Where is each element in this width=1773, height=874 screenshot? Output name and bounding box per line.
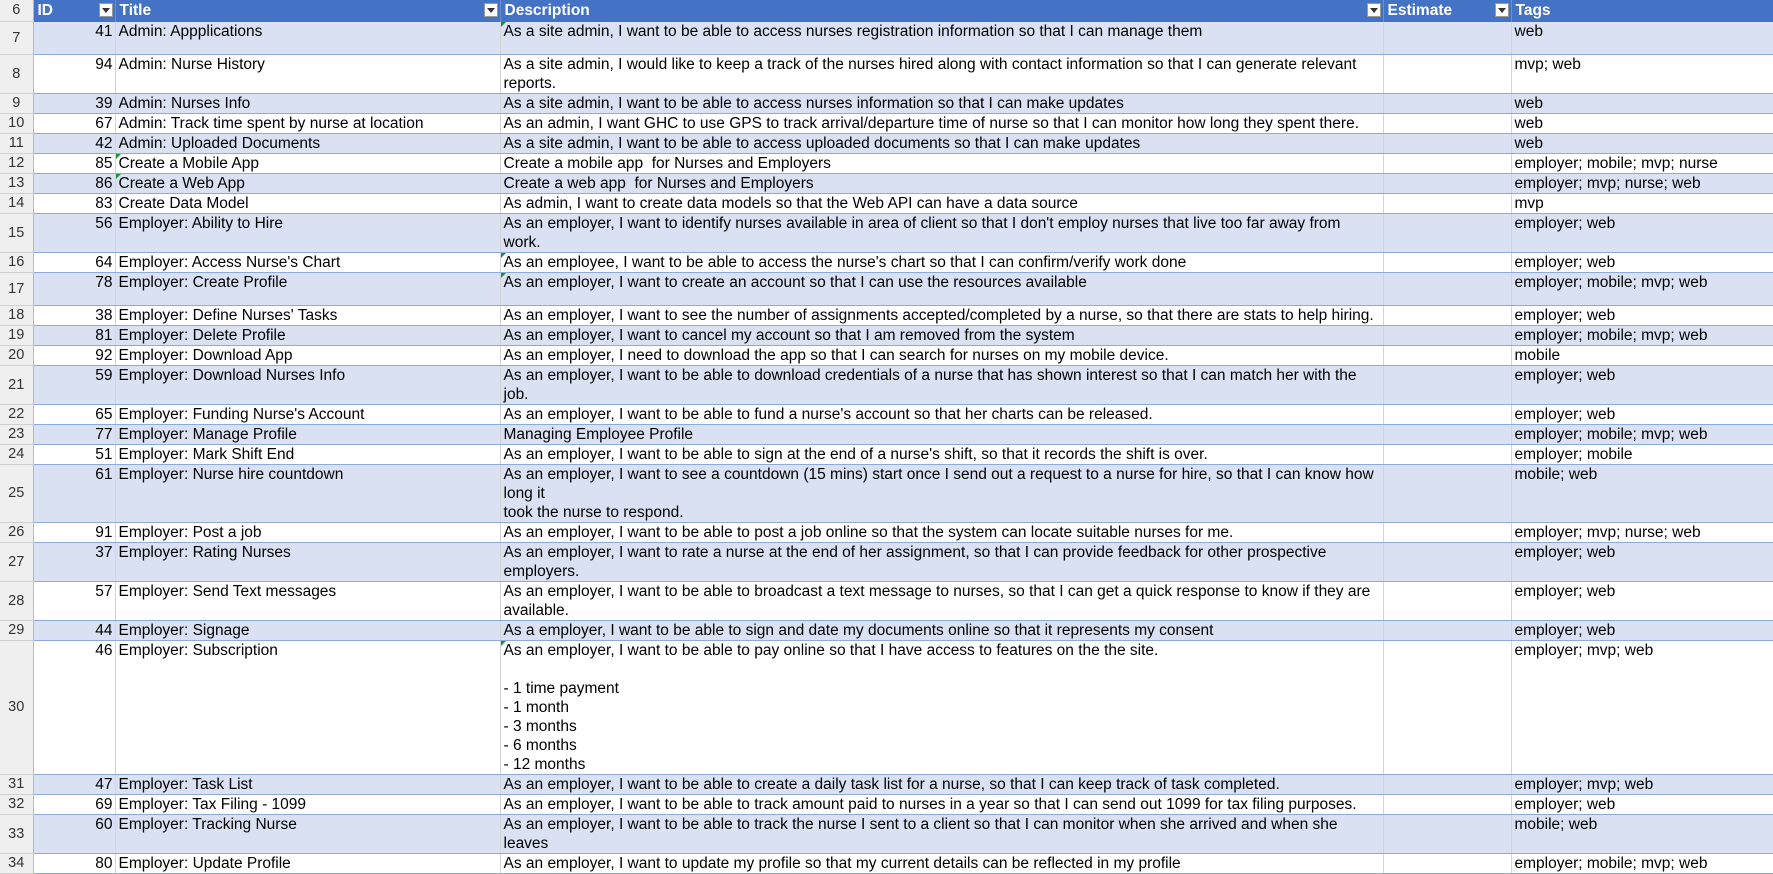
cell-tags[interactable]: mobile	[1511, 346, 1773, 366]
cell-title[interactable]: Employer: Nurse hire countdown	[115, 465, 500, 523]
cell-id[interactable]: 60	[33, 815, 115, 854]
header-row	[0, 0, 1773, 22]
cell-estimate[interactable]	[1383, 621, 1511, 641]
cell-estimate[interactable]	[1383, 405, 1511, 425]
cell-title[interactable]: Employer: Download App	[115, 346, 500, 366]
cell-description[interactable]: As an employer, I want to create an account so that I can use the resources available	[500, 273, 1383, 306]
table-row	[0, 154, 1773, 174]
cell-estimate[interactable]	[1383, 134, 1511, 154]
cell-id[interactable]: 91	[33, 523, 115, 543]
table-row	[0, 55, 1773, 94]
cell-title[interactable]: Admin: Track time spent by nurse at location	[115, 114, 500, 134]
cell-tags[interactable]: employer; web	[1511, 795, 1773, 815]
cell-tags[interactable]: employer; web	[1511, 366, 1773, 405]
cell-tags[interactable]: web	[1511, 22, 1773, 55]
table-row	[0, 795, 1773, 815]
cell-tags[interactable]: employer; mvp; web	[1511, 641, 1773, 775]
cell-tags[interactable]: employer; mobile	[1511, 445, 1773, 465]
table-row	[0, 22, 1773, 55]
cell-tags[interactable]: employer; web	[1511, 214, 1773, 253]
table-row	[0, 253, 1773, 273]
row-header[interactable]: 33	[0, 815, 33, 854]
row-header[interactable]: 29	[0, 621, 33, 641]
cell-estimate[interactable]	[1383, 94, 1511, 114]
cell-title[interactable]: Employer: Update Profile	[115, 854, 500, 874]
row-header[interactable]: 34	[0, 854, 33, 874]
cell-id[interactable]: 77	[33, 425, 115, 445]
filter-dropdown-icon[interactable]	[1367, 3, 1381, 17]
cell-estimate[interactable]	[1383, 815, 1511, 854]
cell-tags[interactable]: mvp; web	[1511, 55, 1773, 94]
cell-tags[interactable]: employer; mobile; mvp; nurse	[1511, 154, 1773, 174]
cell-description[interactable]: As an employer, I want to be able to sign at the end of a nurse's shift, so that it records the shift is over.	[500, 445, 1383, 465]
cell-estimate[interactable]	[1383, 114, 1511, 134]
cell-title[interactable]: Employer: Post a job	[115, 523, 500, 543]
row-header[interactable]: 24	[0, 445, 33, 465]
row-header[interactable]: 8	[0, 55, 33, 94]
cell-tags[interactable]: web	[1511, 94, 1773, 114]
cell-tags[interactable]: mobile; web	[1511, 465, 1773, 523]
cell-id[interactable]: 61	[33, 465, 115, 523]
column-header-id[interactable]	[33, 0, 115, 22]
cell-id[interactable]: 51	[33, 445, 115, 465]
cell-estimate[interactable]	[1383, 425, 1511, 445]
cell-title[interactable]: Employer: Signage	[115, 621, 500, 641]
cell-description[interactable]: As an employer, I want to be able to track the nurse I sent to a client so that I can monitor when she arrived and when she leaves	[500, 815, 1383, 854]
cell-estimate[interactable]	[1383, 55, 1511, 94]
cell-id[interactable]: 92	[33, 346, 115, 366]
cell-estimate[interactable]	[1383, 465, 1511, 523]
cell-tags[interactable]: employer; mvp; nurse; web	[1511, 174, 1773, 194]
cell-description[interactable]: As admin, I want to create data models so that the Web API can have a data source	[500, 194, 1383, 214]
row-header[interactable]: 14	[0, 194, 33, 214]
cell-estimate[interactable]	[1383, 174, 1511, 194]
table-row	[0, 214, 1773, 253]
row-header[interactable]: 19	[0, 326, 33, 346]
cell-title[interactable]: Admin: Nurse History	[115, 55, 500, 94]
row-header[interactable]: 15	[0, 214, 33, 253]
cell-estimate[interactable]	[1383, 306, 1511, 326]
cell-description[interactable]: Create a web app for Nurses and Employers	[500, 174, 1383, 194]
cell-description[interactable]: As a employer, I want to be able to sign and date my documents online so that it represents my consent	[500, 621, 1383, 641]
cell-title[interactable]: Employer: Create Profile	[115, 273, 500, 306]
cell-estimate[interactable]	[1383, 273, 1511, 306]
filter-dropdown-icon[interactable]	[1495, 3, 1509, 17]
cell-estimate[interactable]	[1383, 194, 1511, 214]
cell-title[interactable]: Create a Mobile App	[115, 154, 500, 174]
cell-estimate[interactable]	[1383, 795, 1511, 815]
table-row	[0, 194, 1773, 214]
row-header[interactable]: 32	[0, 795, 33, 815]
row-header[interactable]: 17	[0, 273, 33, 306]
cell-id[interactable]: 86	[33, 174, 115, 194]
cell-estimate[interactable]	[1383, 641, 1511, 775]
cell-title[interactable]: Employer: Access Nurse's Chart	[115, 253, 500, 273]
cell-id[interactable]: 44	[33, 621, 115, 641]
cell-id[interactable]: 41	[33, 22, 115, 55]
cell-title[interactable]: Employer: Send Text messages	[115, 582, 500, 621]
cell-estimate[interactable]	[1383, 523, 1511, 543]
column-label-estimate: Estimate	[1387, 2, 1453, 19]
cell-description[interactable]: As an employee, I want to be able to access the nurse's chart so that I can confirm/verify work done	[500, 253, 1383, 273]
column-label-title: Title	[119, 2, 152, 19]
cell-id[interactable]: 94	[33, 55, 115, 94]
row-header[interactable]: 26	[0, 523, 33, 543]
table-row	[0, 346, 1773, 366]
cell-title[interactable]: Admin: Appplications	[115, 22, 500, 55]
cell-estimate[interactable]	[1383, 154, 1511, 174]
cell-description[interactable]: As an employer, I want to see the number of assignments accepted/completed by a nurse, so that there are stats to help hiring.	[500, 306, 1383, 326]
table-row	[0, 621, 1773, 641]
table-row	[0, 465, 1773, 523]
cell-tags[interactable]: employer; web	[1511, 306, 1773, 326]
cell-description[interactable]: As a site admin, I want to be able to access nurses information so that I can make updates	[500, 94, 1383, 114]
cell-description[interactable]: As an employer, I want to identify nurses available in area of client so that I don't employ nurses that live too far away from work.	[500, 214, 1383, 253]
cell-tags[interactable]: employer; web	[1511, 582, 1773, 621]
cell-tags[interactable]: mobile; web	[1511, 815, 1773, 854]
cell-id[interactable]: 64	[33, 253, 115, 273]
cell-id[interactable]: 78	[33, 273, 115, 306]
row-header[interactable]: 22	[0, 405, 33, 425]
row-header[interactable]: 11	[0, 134, 33, 154]
cell-estimate[interactable]	[1383, 775, 1511, 795]
cell-id[interactable]: 80	[33, 854, 115, 874]
cell-title[interactable]: Employer: Tax Filing - 1099	[115, 795, 500, 815]
table-row	[0, 326, 1773, 346]
cell-title[interactable]: Employer: Delete Profile	[115, 326, 500, 346]
row-header[interactable]: 31	[0, 775, 33, 795]
cell-title[interactable]: Employer: Tracking Nurse	[115, 815, 500, 854]
cell-description[interactable]: As an employer, I want to be able to download credentials of a nurse that has shown interest so that I can match her with the job.	[500, 366, 1383, 405]
cell-description[interactable]: Managing Employee Profile	[500, 425, 1383, 445]
cell-estimate[interactable]	[1383, 854, 1511, 874]
cell-description[interactable]: As an employer, I want to cancel my account so that I am removed from the system	[500, 326, 1383, 346]
table-row	[0, 445, 1773, 465]
cell-description[interactable]: As an employer, I want to be able to track amount paid to nurses in a year so that I can send out 1099 for tax filing purposes.	[500, 795, 1383, 815]
cell-tags[interactable]: employer; mvp; nurse; web	[1511, 523, 1773, 543]
cell-description[interactable]: As an employer, I want to be able to pay online so that I have access to features on the the site. - 1 time payment - 1 month - 3 months - 6 months - 12 months	[500, 641, 1383, 775]
cell-id[interactable]: 59	[33, 366, 115, 405]
cell-tags[interactable]: employer; web	[1511, 253, 1773, 273]
cell-description[interactable]: As an employer, I want to be able to create a daily task list for a nurse, so that I can keep track of task completed.	[500, 775, 1383, 795]
table-body	[0, 22, 1773, 874]
row-header[interactable]: 27	[0, 543, 33, 582]
cell-title[interactable]: Create Data Model	[115, 194, 500, 214]
row-header[interactable]: 30	[0, 641, 33, 775]
cell-id[interactable]: 85	[33, 154, 115, 174]
table-row	[0, 775, 1773, 795]
cell-title[interactable]: Employer: Task List	[115, 775, 500, 795]
table-row	[0, 425, 1773, 445]
cell-estimate[interactable]	[1383, 346, 1511, 366]
cell-id[interactable]: 81	[33, 326, 115, 346]
cell-estimate[interactable]	[1383, 214, 1511, 253]
row-header[interactable]: 10	[0, 114, 33, 134]
row-header[interactable]: 12	[0, 154, 33, 174]
column-label-id: ID	[37, 2, 53, 19]
column-header-tags[interactable]	[1511, 0, 1773, 22]
cell-tags[interactable]: employer; mobile; mvp; web	[1511, 854, 1773, 874]
row-header[interactable]: 16	[0, 253, 33, 273]
cell-id[interactable]: 42	[33, 134, 115, 154]
row-header[interactable]: 20	[0, 346, 33, 366]
cell-id[interactable]: 38	[33, 306, 115, 326]
cell-title[interactable]: Employer: Ability to Hire	[115, 214, 500, 253]
table-row	[0, 134, 1773, 154]
column-header-title[interactable]	[115, 0, 500, 22]
cell-id[interactable]: 83	[33, 194, 115, 214]
table-row	[0, 405, 1773, 425]
cell-tags[interactable]: employer; mobile; mvp; web	[1511, 326, 1773, 346]
cell-tags[interactable]: employer; web	[1511, 405, 1773, 425]
cell-title[interactable]: Employer: Download Nurses Info	[115, 366, 500, 405]
cell-description[interactable]: As an employer, I want to be able to post a job online so that the system can locate suitable nurses for me.	[500, 523, 1383, 543]
cell-estimate[interactable]	[1383, 326, 1511, 346]
row-header[interactable]: 13	[0, 174, 33, 194]
cell-description[interactable]: As a site admin, I want to be able to access nurses registration information so that I can manage them	[500, 22, 1383, 55]
cell-estimate[interactable]	[1383, 543, 1511, 582]
table-row	[0, 815, 1773, 854]
table-row	[0, 306, 1773, 326]
table-row	[0, 273, 1773, 306]
table-row	[0, 582, 1773, 621]
cell-estimate[interactable]	[1383, 582, 1511, 621]
cell-tags[interactable]: employer; mvp; web	[1511, 775, 1773, 795]
cell-title[interactable]: Employer: Define Nurses' Tasks	[115, 306, 500, 326]
cell-id[interactable]: 56	[33, 214, 115, 253]
cell-id[interactable]: 47	[33, 775, 115, 795]
cell-id[interactable]: 67	[33, 114, 115, 134]
row-header[interactable]: 7	[0, 22, 33, 55]
column-header-description[interactable]	[500, 0, 1383, 22]
cell-id[interactable]: 46	[33, 641, 115, 775]
cell-title[interactable]: Admin: Uploaded Documents	[115, 134, 500, 154]
cell-tags[interactable]: web	[1511, 114, 1773, 134]
column-label-tags: Tags	[1515, 2, 1551, 19]
table-row	[0, 641, 1773, 775]
row-header[interactable]: 18	[0, 306, 33, 326]
cell-title[interactable]: Employer: Funding Nurse's Account	[115, 405, 500, 425]
table-row	[0, 366, 1773, 405]
row-header[interactable]: 21	[0, 366, 33, 405]
cell-estimate[interactable]	[1383, 366, 1511, 405]
cell-description[interactable]: As an employer, I want to see a countdown (15 mins) start once I send out a request to a nurse for hire, so that I can know how long it took the nurse to respond.	[500, 465, 1383, 523]
row-header[interactable]: 28	[0, 582, 33, 621]
filter-dropdown-icon[interactable]	[484, 3, 498, 17]
cell-estimate[interactable]	[1383, 445, 1511, 465]
cell-tags[interactable]: employer; web	[1511, 621, 1773, 641]
filter-dropdown-icon[interactable]	[99, 3, 113, 17]
cell-tags[interactable]: employer; mobile; mvp; web	[1511, 273, 1773, 306]
table-row	[0, 94, 1773, 114]
table-row	[0, 543, 1773, 582]
cell-tags[interactable]: employer; mobile; mvp; web	[1511, 425, 1773, 445]
row-header[interactable]: 23	[0, 425, 33, 445]
cell-tags[interactable]: mvp	[1511, 194, 1773, 214]
cell-id[interactable]: 57	[33, 582, 115, 621]
row-header[interactable]: 25	[0, 465, 33, 523]
cell-description[interactable]: As a site admin, I want to be able to access uploaded documents so that I can make updates	[500, 134, 1383, 154]
cell-tags[interactable]: web	[1511, 134, 1773, 154]
row-header[interactable]: 6	[0, 0, 33, 22]
cell-description[interactable]: As an employer, I need to download the app so that I can search for nurses on my mobile device.	[500, 346, 1383, 366]
column-header-estimate[interactable]	[1383, 0, 1511, 22]
cell-title[interactable]: Employer: Subscription	[115, 641, 500, 775]
cell-description[interactable]: As an employer, I want to update my profile so that my current details can be reflected in my profile	[500, 854, 1383, 874]
table-row	[0, 523, 1773, 543]
cell-description[interactable]: As a site admin, I would like to keep a track of the nurses hired along with contact information so that I can generate relevant reports.	[500, 55, 1383, 94]
cell-id[interactable]: 65	[33, 405, 115, 425]
table-row	[0, 174, 1773, 194]
cell-estimate[interactable]	[1383, 253, 1511, 273]
cell-description[interactable]: As an employer, I want to be able to fund a nurse's account so that her charts can be released.	[500, 405, 1383, 425]
cell-description[interactable]: As an employer, I want to rate a nurse at the end of her assignment, so that I can provide feedback for other prospective employers.	[500, 543, 1383, 582]
cell-description[interactable]: As an employer, I want to be able to broadcast a text message to nurses, so that I can get a quick response to know if they are available.	[500, 582, 1383, 621]
table-row	[0, 854, 1773, 874]
cell-title[interactable]: Create a Web App	[115, 174, 500, 194]
column-label-description: Description	[504, 2, 590, 19]
cell-estimate[interactable]	[1383, 22, 1511, 55]
row-header[interactable]: 9	[0, 94, 33, 114]
cell-title[interactable]: Employer: Manage Profile	[115, 425, 500, 445]
cell-id[interactable]: 37	[33, 543, 115, 582]
cell-tags[interactable]: employer; web	[1511, 543, 1773, 582]
cell-description[interactable]: Create a mobile app for Nurses and Employers	[500, 154, 1383, 174]
cell-id[interactable]: 69	[33, 795, 115, 815]
cell-description[interactable]: As an admin, I want GHC to use GPS to track arrival/departure time of nurse so that I can monitor how long they spent there.	[500, 114, 1383, 134]
cell-title[interactable]: Employer: Rating Nurses	[115, 543, 500, 582]
cell-id[interactable]: 39	[33, 94, 115, 114]
cell-title[interactable]: Admin: Nurses Info	[115, 94, 500, 114]
cell-title[interactable]: Employer: Mark Shift End	[115, 445, 500, 465]
table-row	[0, 114, 1773, 134]
